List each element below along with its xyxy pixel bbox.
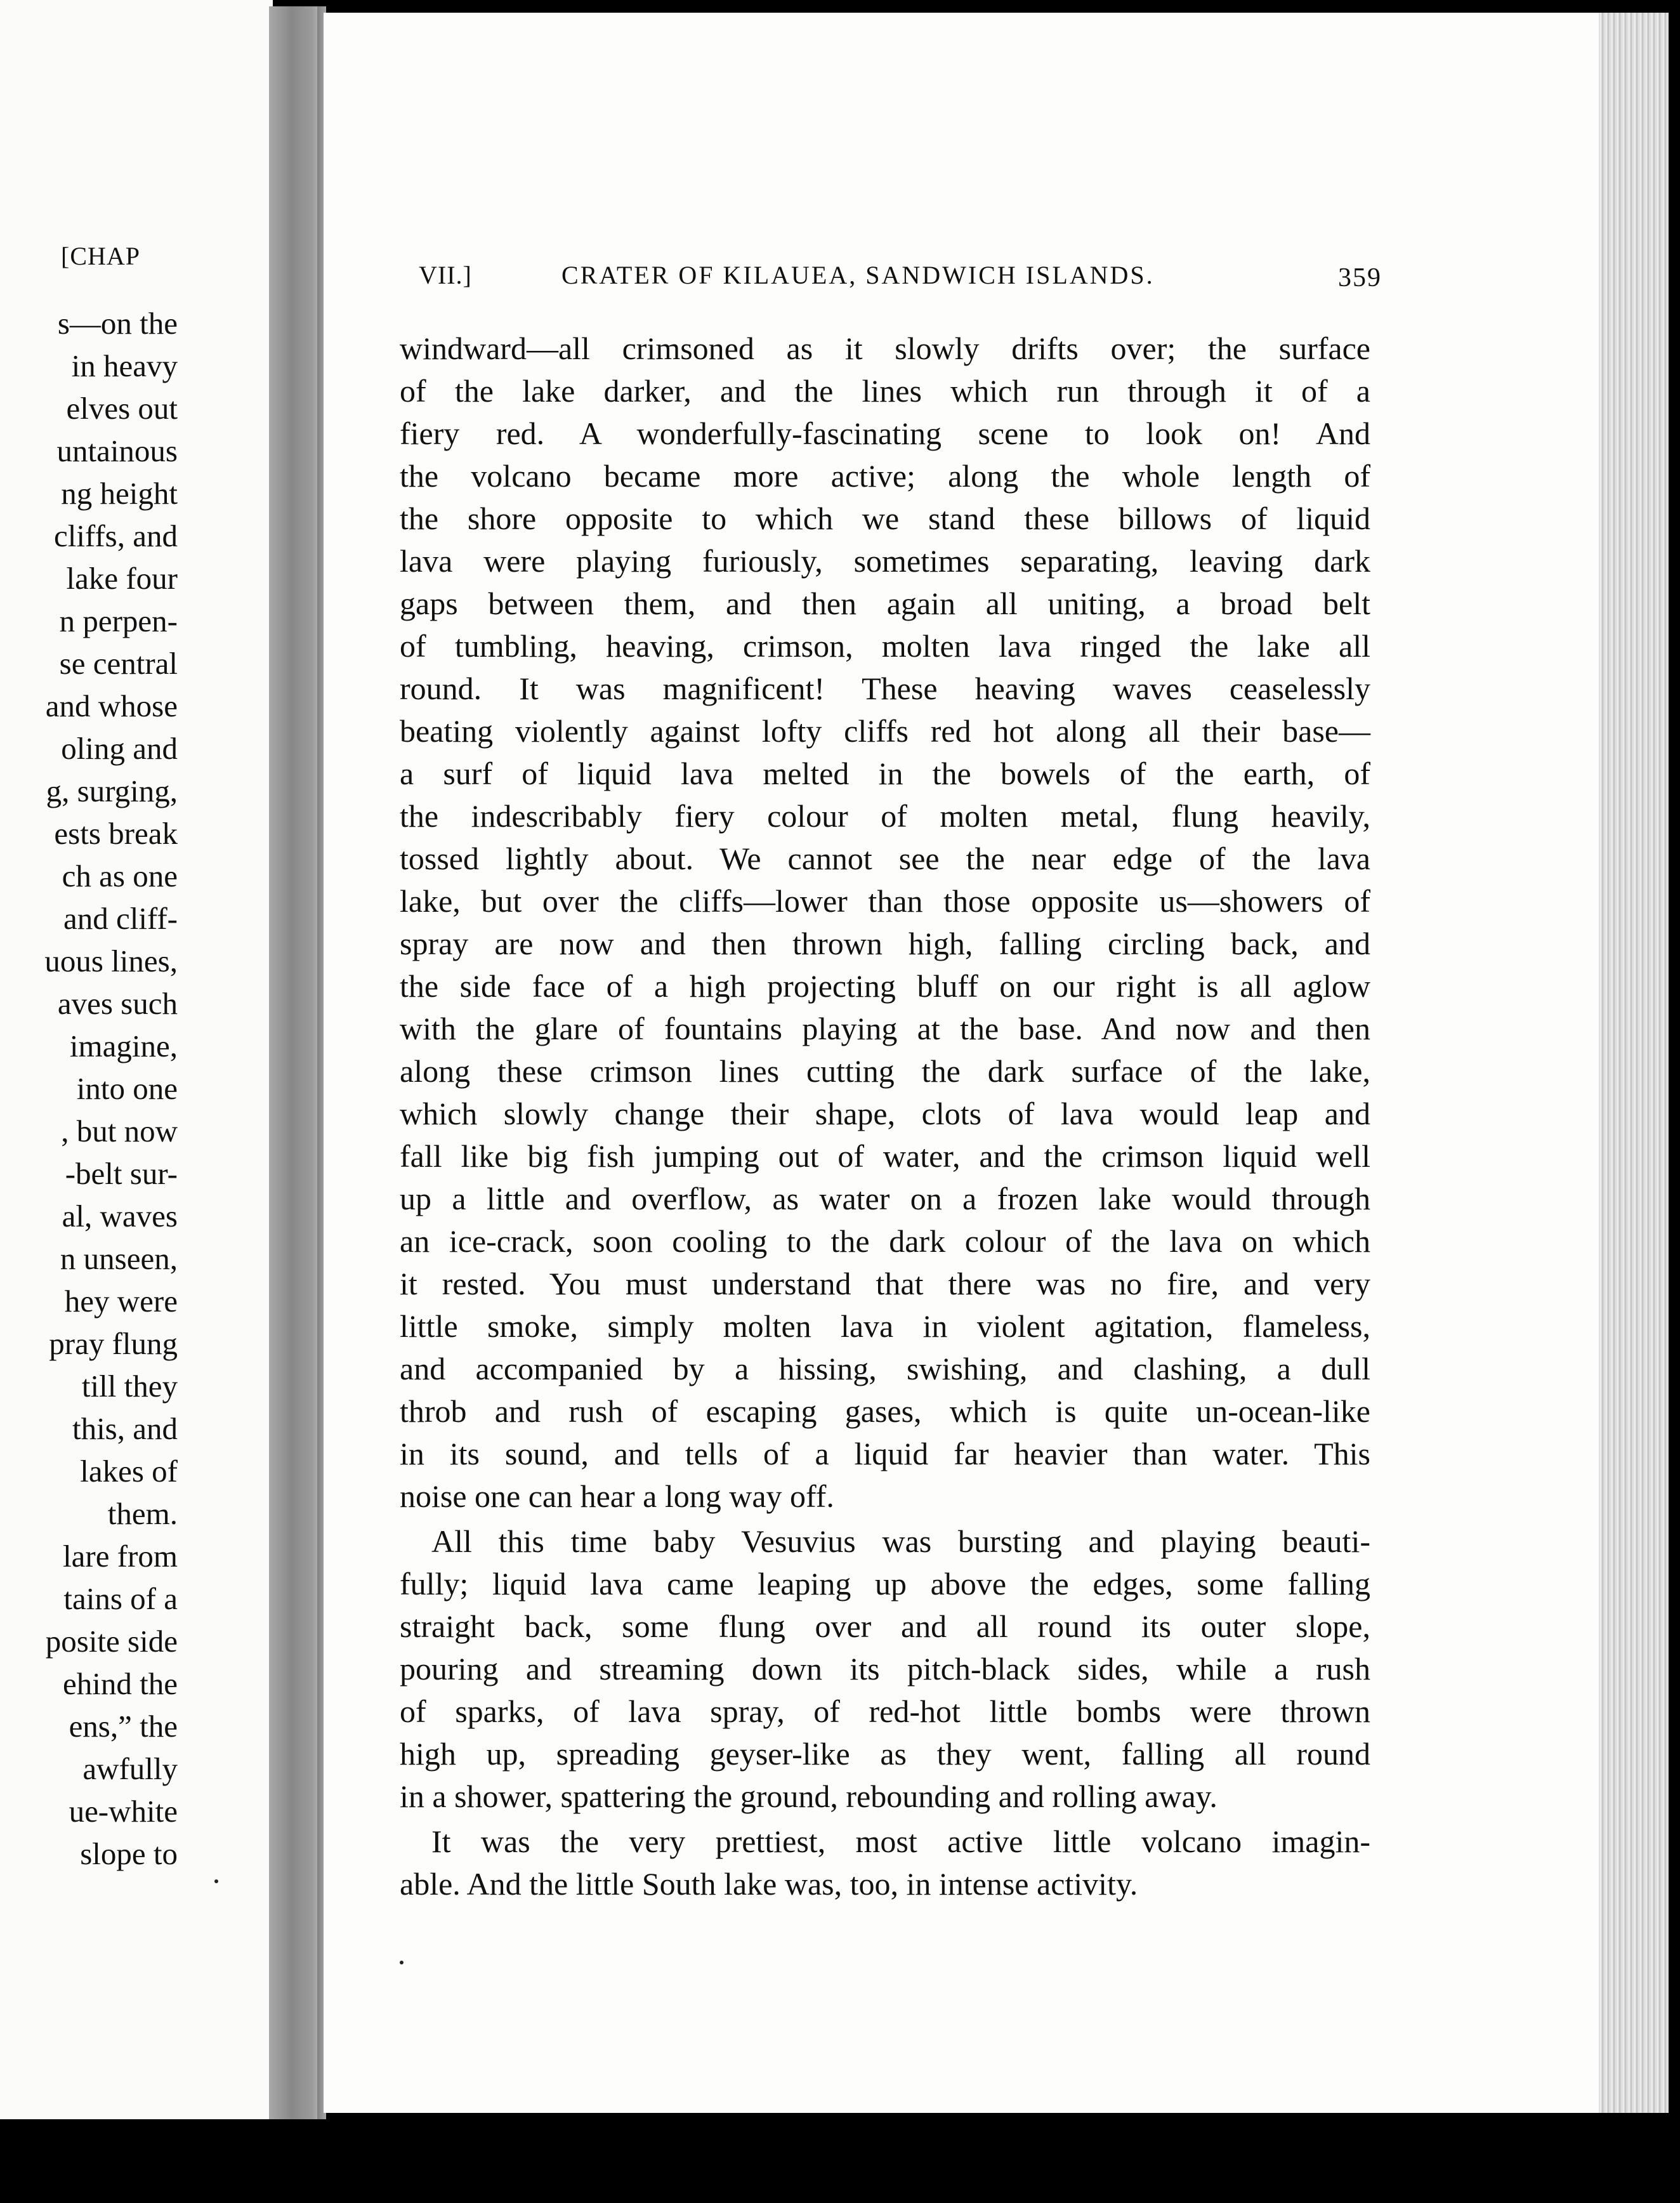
left-page-line: al, waves — [62, 1199, 178, 1233]
facing-page-left — [0, 0, 273, 2119]
left-page-line: oling and — [61, 731, 178, 766]
text-line: in a shower, spattering the ground, rebounding and rolling away. — [400, 1779, 1217, 1814]
left-page-line: , but now — [61, 1114, 178, 1148]
left-page-line: hey were — [64, 1284, 178, 1319]
left-page-line: till they — [81, 1369, 178, 1404]
left-page-line: se central — [59, 646, 178, 681]
text-line: pouring and streaming down its pitch-black sides, while a rush — [400, 1651, 1370, 1687]
text-line: spray are now and then thrown high, falling circling back, and — [400, 926, 1370, 961]
text-line: of tumbling, heaving, crimson, molten lava ringed the lake all — [400, 628, 1370, 664]
left-page-text — [0, 302, 178, 1875]
text-line: it rested. You must understand that there was no fire, and very — [400, 1266, 1370, 1301]
text-line: fiery red. A wonderfully-fascinating scene to look on! And — [400, 416, 1370, 451]
left-page-line: ch as one — [62, 858, 178, 893]
left-page-line: lake four — [66, 561, 178, 596]
chapter-number: VII.] — [419, 261, 472, 289]
text-line: the volcano became more active; along the whole length of — [400, 458, 1370, 494]
left-page-running-head: [CHAP — [61, 242, 141, 270]
left-page-line: n unseen, — [60, 1241, 178, 1276]
text-line: the side face of a high projecting bluff on our right is all aglow — [400, 968, 1370, 1004]
left-page-line: posite side — [45, 1624, 178, 1659]
page-edges-stack — [1599, 13, 1669, 2113]
left-page-line: this, and — [72, 1411, 178, 1446]
text-line: of the lake darker, and the lines which run through it of a — [400, 373, 1370, 409]
running-title: CRATER OF KILAUEA, SANDWICH ISLANDS. — [561, 261, 1155, 289]
text-line: windward—all crimsoned as it slowly drifts over; the surface — [400, 331, 1370, 366]
text-line: an ice-crack, soon cooling to the dark colour of the lava on which — [400, 1223, 1370, 1259]
text-line: the indescribably fiery colour of molten metal, flung heavily, — [400, 798, 1370, 834]
text-line: and accompanied by a hissing, swishing, and clashing, a dull — [400, 1351, 1370, 1386]
left-page-line: imagine, — [69, 1029, 178, 1063]
text-line: All this time baby Vesuvius was bursting and playing beauti- — [431, 1523, 1370, 1559]
left-page-line: in heavy — [71, 348, 178, 383]
text-line: noise one can hear a long way off. — [400, 1478, 834, 1514]
left-page-line: slope to — [80, 1836, 178, 1871]
paragraph — [400, 1820, 1370, 1905]
text-line: a surf of liquid lava melted in the bowels of the earth, of — [400, 756, 1370, 791]
left-page-line: them. — [107, 1496, 178, 1531]
text-line: throb and rush of escaping gases, which is quite un-ocean-like — [400, 1393, 1370, 1429]
text-line: along these crimson lines cutting the dark surface of the lake, — [400, 1053, 1370, 1089]
left-page-line: and whose — [45, 688, 178, 723]
text-line: beating violently against lofty cliffs red hot along all their base— — [400, 713, 1370, 749]
left-page-line: g, surging, — [46, 773, 178, 808]
text-line: which slowly change their shape, clots of lava would leap and — [400, 1096, 1370, 1131]
left-page-line: ests break — [54, 816, 178, 851]
text-line: lake, but over the cliffs—lower than those opposite us—showers of — [400, 883, 1370, 919]
paragraph — [400, 1520, 1370, 1818]
paragraph — [400, 327, 1370, 1518]
text-line: up a little and overflow, as water on a frozen lake would through — [400, 1181, 1370, 1216]
body-text — [400, 327, 1370, 1905]
text-line: It was the very prettiest, most active little volcano imagin- — [431, 1824, 1370, 1859]
ink-speck — [214, 1879, 218, 1883]
left-page-line: pray flung — [49, 1326, 178, 1361]
left-page-line: untainous — [56, 433, 178, 468]
text-line: round. It was magnificent! These heaving waves ceaselessly — [400, 671, 1370, 706]
text-line: gaps between them, and then again all uniting, a broad belt — [400, 586, 1370, 621]
text-line: high up, spreading geyser-like as they went, falling all round — [400, 1736, 1370, 1772]
left-page-line: awfully — [82, 1751, 178, 1786]
ink-speck — [400, 1961, 404, 1964]
left-page-line: -belt sur- — [65, 1156, 178, 1191]
left-page-line: cliffs, and — [53, 518, 178, 553]
left-page-line: into one — [76, 1071, 178, 1106]
text-line: tossed lightly about. We cannot see the near edge of the lava — [400, 841, 1370, 876]
left-page-line: lakes of — [80, 1454, 178, 1489]
text-line: able. And the little South lake was, too, in intense activity. — [400, 1866, 1138, 1902]
text-line: little smoke, simply molten lava in violent agitation, flameless, — [400, 1308, 1370, 1344]
text-line: fall like big fish jumping out of water, and the crimson liquid well — [400, 1138, 1370, 1174]
left-page-line: ng height — [61, 476, 178, 511]
left-page-line: uous lines, — [44, 944, 178, 978]
left-page-line: s—on the — [57, 306, 178, 341]
left-page-line: lare from — [63, 1539, 178, 1574]
left-page-line: ehind the — [63, 1666, 178, 1701]
text-line: of sparks, of lava spray, of red-hot little bombs were thrown — [400, 1693, 1370, 1729]
left-page-line: ue-white — [69, 1794, 178, 1829]
text-line: with the glare of fountains playing at the base. And now and then — [400, 1011, 1370, 1046]
text-line: fully; liquid lava came leaping up above the edges, some falling — [400, 1566, 1370, 1601]
left-page-line: aves such — [57, 986, 178, 1021]
left-page-line: ens,” the — [69, 1709, 178, 1744]
text-line: straight back, some flung over and all round its outer slope, — [400, 1608, 1370, 1644]
page-number: 359 — [1338, 263, 1382, 293]
text-line: the shore opposite to which we stand these billows of liquid — [400, 501, 1370, 536]
left-page-line: tains of a — [63, 1581, 178, 1616]
text-line: in its sound, and tells of a liquid far heavier than water. This — [400, 1436, 1370, 1471]
left-page-line: and cliff- — [63, 901, 178, 936]
left-page-line: elves out — [66, 391, 178, 426]
running-head — [419, 260, 1382, 298]
page-right — [324, 13, 1605, 2113]
left-page-line: n perpen- — [59, 603, 178, 638]
text-line: lava were playing furiously, sometimes separating, leaving dark — [400, 543, 1370, 579]
